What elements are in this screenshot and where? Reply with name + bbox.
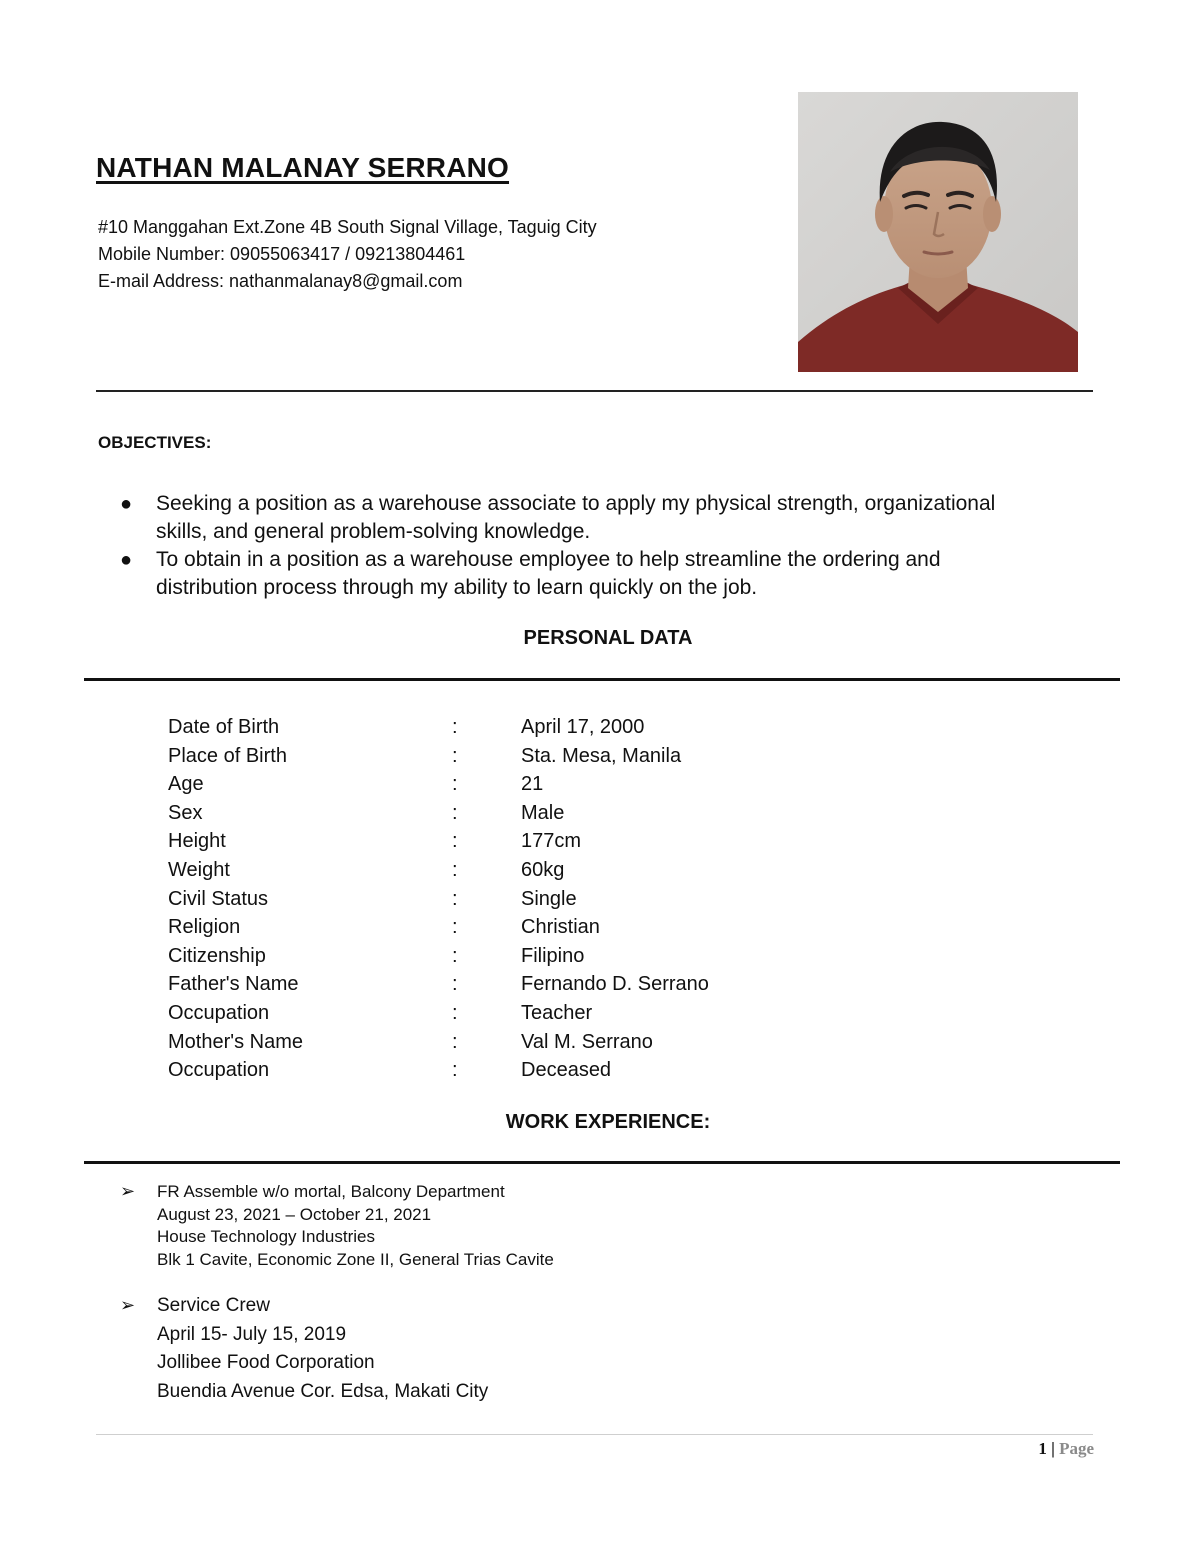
job-company: Jollibee Food Corporation	[157, 1352, 375, 1373]
resume-name: NATHAN MALANAY SERRANO	[96, 152, 510, 183]
field-value: Deceased	[521, 1059, 612, 1082]
field-separator: :	[452, 1059, 458, 1082]
field-separator: :	[452, 773, 458, 796]
bullet-icon: ●	[120, 493, 133, 515]
job-dates: April 15- July 15, 2019	[157, 1323, 347, 1345]
work-experience-divider	[84, 1161, 1120, 1164]
personal-data-divider	[84, 678, 1120, 681]
field-label: Height	[168, 830, 226, 853]
job-address: Blk 1 Cavite, Economic Zone II, General Trias Cavite	[157, 1250, 554, 1270]
field-label: Age	[168, 773, 204, 796]
mobile-line: Mobile Number: 09055063417 / 09213804461	[98, 244, 466, 264]
objective-text-line: Seeking a position as a warehouse associate to apply my physical strength, organizational	[156, 492, 996, 515]
field-separator: :	[452, 944, 458, 967]
arrow-bullet-icon: ➢	[120, 1181, 136, 1201]
footer-separator: |	[1051, 1439, 1055, 1458]
email-line: E-mail Address: nathanmalanay8@gmail.com	[98, 271, 463, 291]
field-separator: :	[452, 1030, 458, 1053]
field-label: Mother's Name	[168, 1030, 303, 1053]
page-label: Page	[1059, 1439, 1094, 1458]
footer-divider	[96, 1434, 1093, 1435]
page-footer	[1038, 1439, 1094, 1459]
job-position: FR Assemble w/o mortal, Balcony Department	[157, 1182, 505, 1201]
objective-text-line: To obtain in a position as a warehouse employee to help streamline the ordering and	[156, 548, 941, 571]
objective-item	[118, 546, 1108, 602]
field-value: Sta. Mesa, Manila	[521, 744, 682, 767]
field-separator: :	[452, 716, 458, 738]
field-label: Citizenship	[168, 944, 266, 967]
field-value: Male	[521, 801, 565, 824]
arrow-bullet-icon: ➢	[120, 1295, 136, 1315]
field-value: April 17, 2000	[521, 716, 645, 738]
page-number: 1	[1038, 1439, 1047, 1458]
portrait-illustration	[798, 92, 1078, 372]
field-separator: :	[452, 830, 458, 853]
field-label: Date of Birth	[168, 716, 280, 738]
field-value: Christian	[521, 916, 600, 939]
field-separator: :	[452, 887, 458, 910]
header-divider	[96, 390, 1093, 392]
field-label: Civil Status	[168, 887, 269, 910]
field-value: 21	[521, 773, 544, 796]
profile-photo	[798, 92, 1078, 372]
job-company: House Technology Industries	[157, 1227, 375, 1247]
field-label: Weight	[168, 858, 230, 881]
objective-text-line: distribution process through my ability to learn quickly on the job.	[156, 576, 758, 599]
job-address: Buendia Avenue Cor. Edsa, Makati City	[157, 1380, 489, 1402]
job-dates: August 23, 2021 – October 21, 2021	[157, 1204, 432, 1224]
objective-item	[118, 490, 1108, 546]
field-separator: :	[452, 858, 458, 881]
objectives-list	[118, 490, 1108, 602]
work-experience-heading: WORK EXPERIENCE:	[505, 1111, 711, 1133]
field-value: Filipino	[521, 944, 585, 967]
field-separator: :	[452, 973, 458, 996]
field-value: 177cm	[521, 830, 582, 853]
field-value: Fernando D. Serrano	[521, 973, 709, 996]
field-label: Place of Birth	[168, 744, 287, 767]
field-label: Occupation	[168, 1001, 270, 1024]
bullet-icon: ●	[120, 549, 133, 571]
address-line: #10 Manggahan Ext.Zone 4B South Signal Village, Taguig City	[98, 217, 597, 237]
field-value: Single	[521, 887, 577, 910]
job-position: Service Crew	[157, 1295, 270, 1316]
field-separator: :	[452, 744, 458, 767]
field-value: 60kg	[521, 858, 565, 881]
field-separator: :	[452, 801, 458, 824]
field-label: Occupation	[168, 1059, 270, 1082]
field-label: Religion	[168, 916, 241, 939]
field-value: Teacher	[521, 1001, 593, 1024]
objectives-heading: OBJECTIVES:	[98, 433, 212, 452]
field-value: Val M. Serrano	[521, 1030, 653, 1053]
objective-text-line: skills, and general problem-solving knowledge.	[156, 520, 591, 543]
contact-block	[98, 214, 597, 295]
field-separator: :	[452, 916, 458, 939]
field-separator: :	[452, 1001, 458, 1024]
personal-data-heading: PERSONAL DATA	[523, 627, 693, 649]
field-label: Sex	[168, 801, 203, 824]
field-label: Father's Name	[168, 973, 299, 996]
